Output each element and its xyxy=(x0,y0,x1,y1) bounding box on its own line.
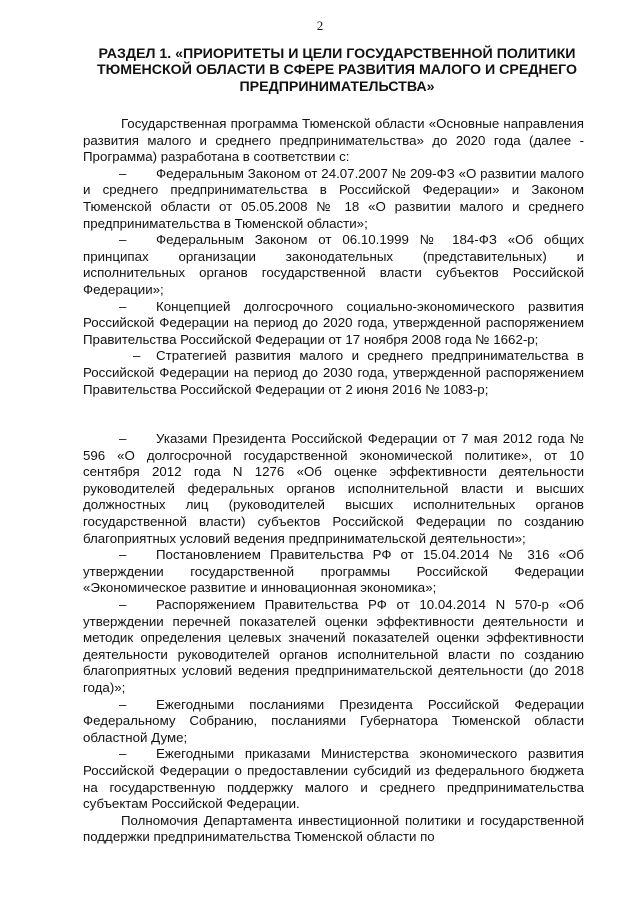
list-item xyxy=(83,547,584,597)
list-dash: – xyxy=(133,348,141,364)
list-item-text: Федеральным Законом от 06.10.1999 № 184-ФЗ «Об общих принципах организации законодательных (представительных) и исполнительных органов государственной власти субъектов Российской Федерации»; xyxy=(83,232,584,297)
list-item xyxy=(83,348,584,398)
list-item-text: Ежегодными приказами Министерства экономического развития Российской Федерации о предоставлении субсидий из федерального бюджета на государственную поддержку малого и среднего предпринимательства субъектам Российской Федерации. xyxy=(83,746,584,812)
list-dash: – xyxy=(119,298,127,314)
closing-paragraph: Полномочия Департамента инвестиционной политики и государственной поддержки предпринимательства Тюменской области по xyxy=(83,812,584,845)
list-item xyxy=(83,299,584,349)
list-dash: – xyxy=(119,746,127,762)
document-body xyxy=(83,116,584,846)
list-item-text: Распоряжением Правительства РФ от 10.04.2014 N 570-р «Об утверждении перечней показателей оценки эффективности деятельности и методик определения целевых значений показателей оценки эффективности деятельности руководителей органов исполнительной власти по созданию благоприятных условий ведения предпринимательской деятельности (до 2018 года)»; xyxy=(83,597,584,695)
intro-paragraph: Государственная программа Тюменской области «Основные направления развития малого и среднего предпринимательства» до 2020 года (далее - Программа) разработана в соответствии с: xyxy=(83,116,584,165)
page-number: 2 xyxy=(316,18,324,33)
list-item xyxy=(83,697,584,747)
list-dash: – xyxy=(119,232,127,248)
list-item xyxy=(83,597,584,697)
list-dash: – xyxy=(119,431,127,447)
blank-gap xyxy=(83,398,584,431)
list-item-text: Ежегодными посланиями Президента Российской Федерации Федеральному Собранию, посланиями Губернатора Тюменской области областной Думе; xyxy=(83,696,584,745)
list-item xyxy=(83,431,584,547)
list-item-text: Федеральным Законом от 24.07.2007 № 209-ФЗ «О развитии малого и среднего предпринимательства в Российской Федерации» и Законом Тюменской области от 05.05.2008 № 18 «О развитии малого и среднего предпринимательства в Тюменской области»; xyxy=(83,165,584,231)
list-item-text: Концепцией долгосрочного социально-экономического развития Российской Федерации на период до 2020 года, утвержденной распоряжением Правительства Российской Федерации от 17 ноября 2008 года № 1662-р; xyxy=(83,298,584,347)
list-item-text: Постановлением Правительства РФ от 15.04.2014 № 316 «Об утверждении государственной программы Российской Федерации «Экономическое развитие и инновационная экономика»; xyxy=(83,547,584,596)
list-item-text: Указами Президента Российской Федерации от 7 мая 2012 года № 596 «О долгосрочной государственной экономической политике», от 10 сентября 2012 года N 1276 «Об оценке эффективности деятельности руководителей федеральных органов исполнительной власти и высших должностных лиц (руководителей высших исполнительных органов государственной власти) субъектов Российской Федерации по созданию благоприятных условий ведения предпринимательской деятельности»; xyxy=(83,431,584,546)
list-item xyxy=(83,166,584,232)
section-title: РАЗДЕЛ 1. «ПРИОРИТЕТЫ И ЦЕЛИ ГОСУДАРСТВЕННОЙ ПОЛИТИКИ ТЮМЕНСКОЙ ОБЛАСТИ В СФЕРЕ РАЗВИТИЯ МАЛОГО И СРЕДНЕГО ПРЕДПРИНИМАТЕЛЬСТВА» xyxy=(96,46,578,95)
list-item-text: Стратегией развития малого и среднего предпринимательства в Российской Федерации на период до 2030 года, утвержденной распоряжением Правительства Российской Федерации от 2 июня 2016 № 1083-р; xyxy=(83,348,584,397)
list-dash: – xyxy=(119,165,127,181)
list-dash: – xyxy=(119,547,127,563)
list-item xyxy=(83,746,584,812)
list-dash: – xyxy=(119,597,127,613)
list-dash: – xyxy=(119,696,127,712)
list-item xyxy=(83,232,584,298)
